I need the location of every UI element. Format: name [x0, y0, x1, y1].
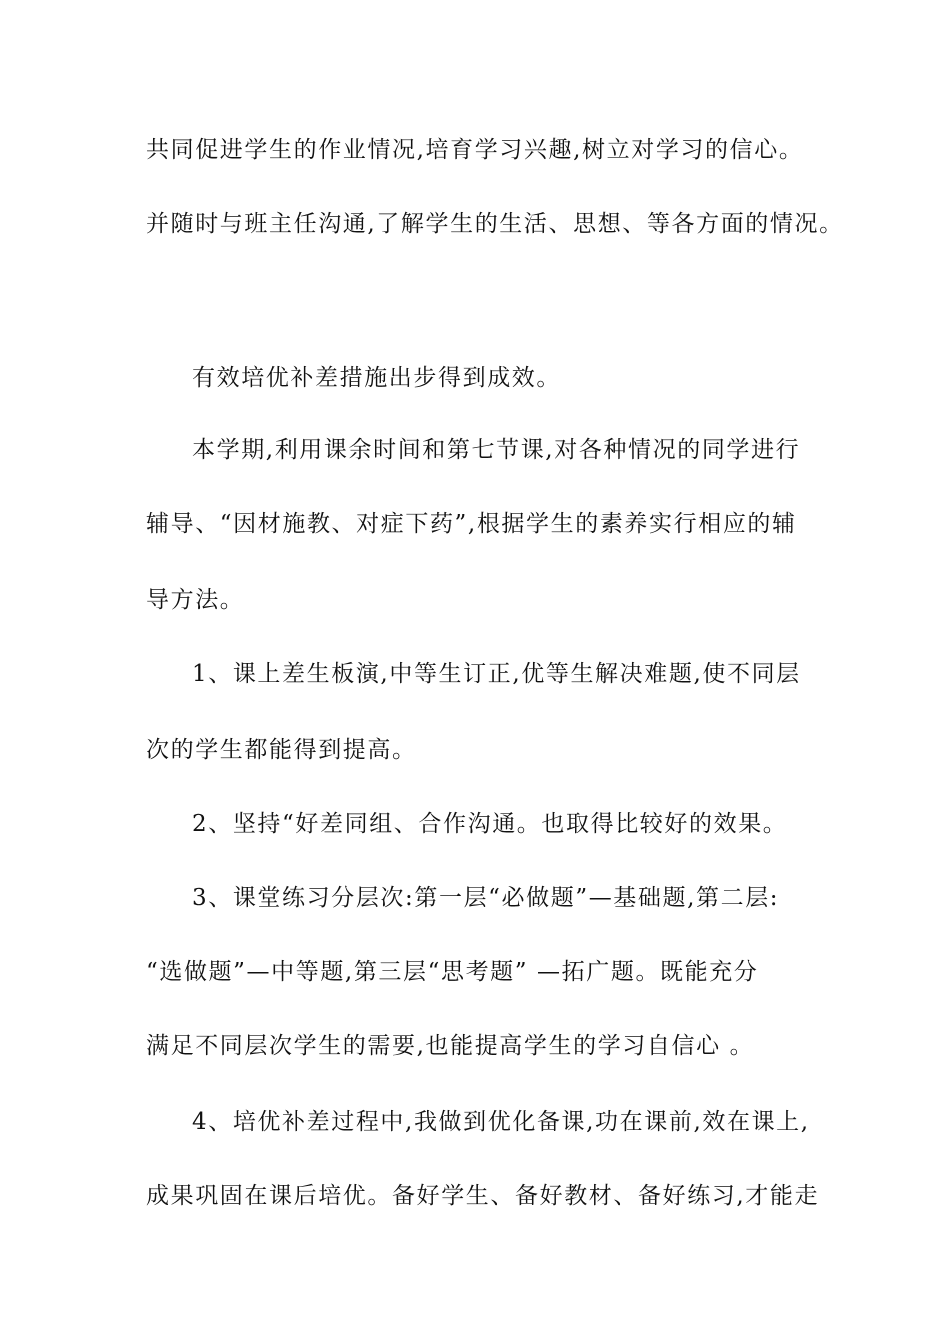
- list-item-1-cont: 次的学生都能得到提高。: [146, 737, 417, 763]
- list-item-3-cont: 满足不同层次学生的需要,也能提高学生的学习自信心 。: [146, 1033, 755, 1059]
- paragraph-line: 辅导、“因材施教、对症下药”,根据学生的素养实行相应的辅: [146, 511, 797, 537]
- list-item-3-cont: “选做题”—中等题,第三层“思考题” —拓广题。既能充分: [146, 959, 759, 985]
- paragraph-line: 导方法。: [146, 587, 245, 613]
- list-item-4-cont: 成果巩固在课后培优。备好学生、备好教材、备好练习,才能走: [146, 1183, 820, 1209]
- list-item-3: 3、课堂练习分层次:第一层“必做题”—基础题,第二层:: [192, 885, 780, 911]
- list-item-1: 1、课上差生板演,中等生订正,优等生解决难题,使不同层: [192, 661, 801, 687]
- list-item-4: 4、培优补差过程中,我做到优化备课,功在课前,效在课上,: [192, 1109, 810, 1135]
- paragraph-line: 本学期,利用课余时间和第七节课,对各种情况的同学进行: [192, 437, 801, 463]
- paragraph-line: 并随时与班主任沟通,了解学生的生活、思想、等各方面的情况。: [146, 211, 844, 237]
- section-heading: 有效培优补差措施出步得到成效。: [192, 365, 561, 391]
- list-item-2: 2、坚持“好差同组、合作沟通。也取得比较好的效果。: [192, 811, 788, 837]
- paragraph-line: 共同促进学生的作业情况,培育学习兴趣,树立对学习的信心。: [146, 137, 804, 163]
